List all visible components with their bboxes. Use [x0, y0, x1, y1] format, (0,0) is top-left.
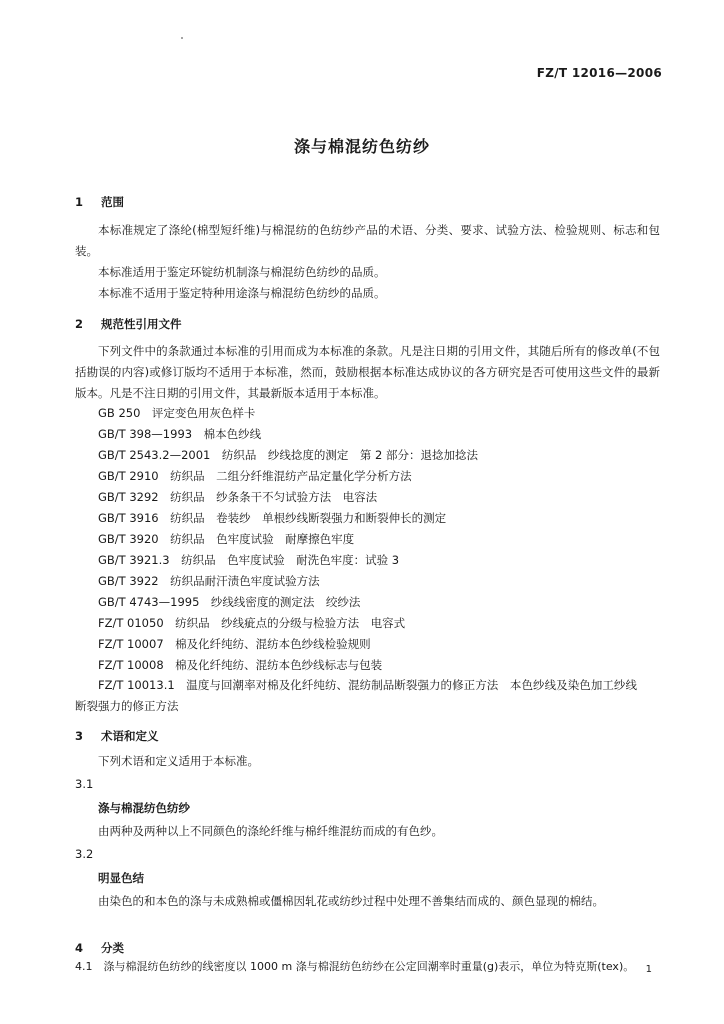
section-title: 范围 — [101, 195, 124, 209]
section-2-heading — [75, 316, 182, 332]
reference-item: GB/T 2543.2—2001 纺织品 纱线捻度的测定 第 2 部分：退捻加捻法 — [98, 448, 478, 462]
reference-item: FZ/T 10007 棉及化纤纯纺、混纺本色纱线检验规则 — [98, 637, 371, 651]
reference-item: GB/T 2910 纺织品 二组分纤维混纺产品定量化学分析方法 — [98, 469, 412, 483]
scan-speck — [181, 37, 183, 39]
page-number: 1 — [645, 964, 652, 975]
section-1-para-1: 本标准规定了涤纶(棉型短纤维)与棉混纺的色纺纱产品的术语、分类、要求、试验方法、检验规则、标志和包装。 — [75, 223, 660, 258]
reference-item: GB/T 3921.3 纺织品 色牢度试验 耐洗色牢度：试验 3 — [98, 553, 400, 567]
section-3-intro: 下列术语和定义适用于本标准。 — [98, 754, 259, 768]
section-title: 分类 — [101, 941, 124, 955]
term-definition: 由染色的和本色的涤与未成熟棉或僵棉因轧花或纺纱过程中处理不善集结而成的、颜色显现的棉结。 — [98, 894, 604, 908]
reference-item: FZ/T 01050 纺织品 纱线疵点的分级与检验方法 电容式 — [98, 616, 406, 630]
section-number: 1 — [75, 195, 84, 209]
section-number: 2 — [75, 317, 84, 331]
section-4-1: 4.1 涤与棉混纺色纺纱的线密度以 1000 m 涤与棉混纺色纺纱在公定回潮率时重量(g)表示，单位为特克斯(tex)。 — [75, 960, 635, 973]
reference-item: GB/T 3292 纺织品 纱条条干不匀试验方法 电容法 — [98, 490, 378, 504]
document-title: 涤与棉混纺色纺纱 — [293, 137, 430, 156]
section-1-heading — [75, 194, 124, 210]
reference-item: FZ/T 10008 棉及化纤纯纺、混纺本色纱线标志与包装 — [98, 658, 383, 672]
section-4-heading — [75, 940, 124, 956]
reference-item: GB/T 3920 纺织品 色牢度试验 耐摩擦色牢度 — [98, 532, 355, 546]
term-name: 涤与棉混纺色纺纱 — [98, 801, 190, 815]
term-number: 3.1 — [75, 777, 94, 791]
term-definition: 由两种及两种以上不同颜色的涤纶纤维与棉纤维混纺而成的有色纱。 — [98, 824, 443, 838]
term-number: 3.2 — [75, 847, 94, 861]
section-number: 3 — [75, 729, 84, 743]
section-1-para-2: 本标准适用于鉴定环锭纺机制涤与棉混纺色纺纱的品质。 — [98, 265, 386, 279]
reference-item: GB 250 评定变色用灰色样卡 — [98, 406, 256, 420]
reference-item: GB/T 3922 纺织品耐汗渍色牢度试验方法 — [98, 574, 320, 588]
section-title: 术语和定义 — [101, 729, 159, 743]
section-title: 规范性引用文件 — [101, 317, 182, 331]
section-2-intro: 下列文件中的条款通过本标准的引用而成为本标准的条款。凡是注日期的引用文件，其随后所有的修改单(不包括勘误的内容)或修订版均不适用于本标准，然而，鼓励根据本标准达成协议的各方研究是否可使用这些文件的最新版本。凡是不注日期的引用文件，其最新版本适用于本标准。 — [75, 344, 660, 400]
section-number: 4 — [75, 941, 84, 955]
term-name: 明显色结 — [98, 871, 144, 885]
standard-number: FZ/T 12016—2006 — [536, 66, 662, 80]
reference-item: FZ/T 10013.1 温度与回潮率对棉及化纤纯纺、混纺制品断裂强力的修正方法 本色纱线及染色加工纱线断裂强力的修正方法 — [75, 678, 637, 713]
reference-item: GB/T 398—1993 棉本色纱线 — [98, 427, 262, 441]
reference-item: GB/T 4743—1995 纱线线密度的测定法 绞纱法 — [98, 595, 361, 609]
reference-item: GB/T 3916 纺织品 卷装纱 单根纱线断裂强力和断裂伸长的测定 — [98, 511, 447, 525]
section-3-heading — [75, 728, 159, 744]
section-1-para-3: 本标准不适用于鉴定特种用途涤与棉混纺色纺纱的品质。 — [98, 286, 386, 300]
